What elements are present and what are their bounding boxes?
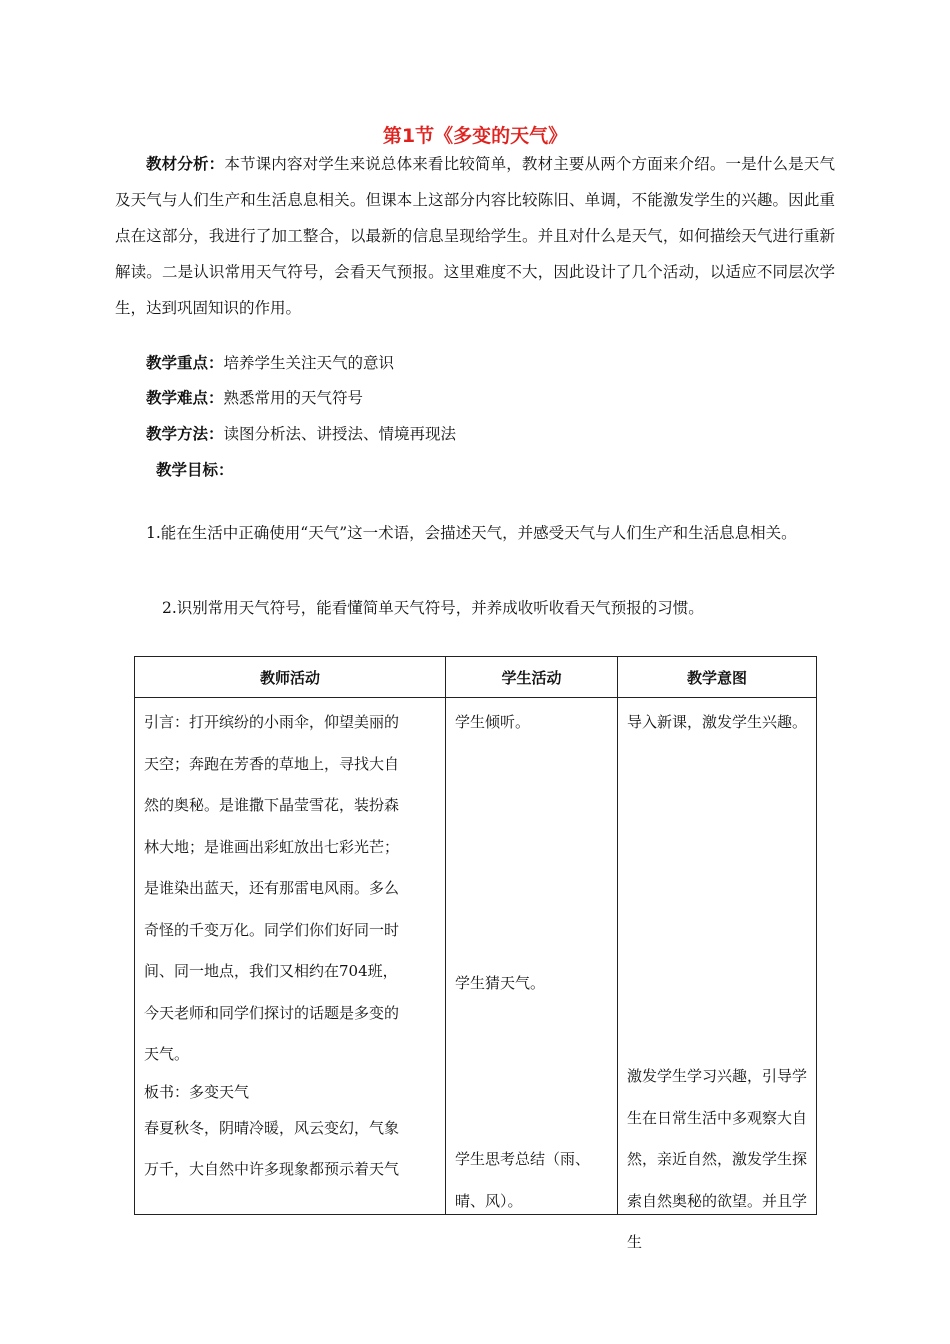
teacher-line: 引言：打开缤纷的小雨伞，仰望美丽的 — [144, 713, 400, 731]
teacher-line: 天气。 — [144, 1045, 190, 1063]
student-activity-cell — [446, 698, 618, 1215]
board-note: 板书：多变天气 — [144, 1082, 250, 1101]
analysis-paragraph — [115, 146, 835, 326]
teacher-line: 间、同一地点，我们又相约在704班， — [144, 962, 398, 980]
key-point-text: 培养学生关注天气的意识 — [223, 354, 395, 372]
key-point-label: 教学重点： — [146, 354, 224, 372]
difficulty-text: 熟悉常用的天气符号 — [223, 389, 364, 407]
header-student: 学生活动 — [446, 657, 618, 698]
intent-cell — [618, 698, 817, 1251]
teacher-activity-cell — [135, 698, 446, 1215]
analysis-label: 教材分析： — [146, 155, 225, 173]
method-label: 教学方法： — [146, 425, 224, 443]
objectives-heading — [156, 459, 234, 481]
key-point — [146, 352, 394, 374]
student-summary: 学生思考总结（雨、晴、风）。 — [455, 1150, 591, 1210]
teacher-lines — [144, 702, 436, 1191]
difficulty-label: 教学难点： — [146, 389, 224, 407]
objective-item-2: 2.识别常用天气符号，能看懂简单天气符号，并养成收听收看天气预报的习惯。 — [162, 599, 704, 617]
student-guess: 学生猜天气。 — [455, 974, 546, 992]
method — [146, 423, 456, 445]
analysis-text: 本节课内容对学生来说总体来看比较简单，教材主要从两个方面来介绍。一是什么是天气及天气与人们生产和生活息息相关。但课本上这部分内容比较陈旧、单调，不能激发学生的兴趣。因此重点在这部分，我进行了加工整合，以最新的信息呈现给学生。并且对什么是天气，如何描绘天气进行重新解读。二是认识常用天气符号，会看天气预报。这里难度不大，因此设计了几个活动，以适应不同层次学生，达到巩固知识的作用。 — [115, 155, 835, 317]
difficulty — [146, 387, 363, 409]
teacher-line: 然的奥秘。是谁撒下晶莹雪花，装扮森 — [144, 796, 400, 814]
teacher-line: 奇怪的千变万化。同学们你们好同一时 — [144, 920, 400, 939]
header-intent: 教学意图 — [618, 657, 817, 698]
header-teacher: 教师活动 — [135, 657, 446, 698]
intent-interest: 激发学生学习兴趣，引导学生在日常生活中多观察大自然，亲近自然，激发学生探索自然奥秘的欲望。并且学生 — [627, 1067, 808, 1251]
teacher-line: 春夏秋冬，阴晴冷暖，风云变幻，气象 — [144, 1118, 400, 1137]
objectives-label: 教学目标： — [156, 461, 234, 479]
student-listen: 学生倾听。 — [455, 713, 531, 731]
table-row — [135, 698, 817, 1215]
teacher-line: 是谁染出蓝天，还有那雷电风雨。多么 — [144, 879, 400, 897]
teacher-line: 林大地；是谁画出彩虹放出七彩光芒； — [144, 837, 400, 856]
lesson-table — [134, 656, 817, 1251]
table-header-row — [135, 657, 817, 698]
page-title: 第1节《多变的天气》 — [382, 125, 568, 147]
intent-intro: 导入新课，激发学生兴趣。 — [627, 713, 808, 731]
objective-item-1: 1.能在生活中正确使用“天气”这一术语，会描述天气，并感受天气与人们生产和生活息息相关。 — [146, 524, 797, 542]
method-text: 读图分析法、讲授法、情境再现法 — [223, 425, 457, 443]
teacher-line: 万千，大自然中许多现象都预示着天气 — [144, 1160, 400, 1178]
teacher-line: 天空；奔跑在芳香的草地上，寻找大自 — [144, 754, 400, 773]
teacher-line: 今天老师和同学们探讨的话题是多变的 — [144, 1003, 400, 1022]
